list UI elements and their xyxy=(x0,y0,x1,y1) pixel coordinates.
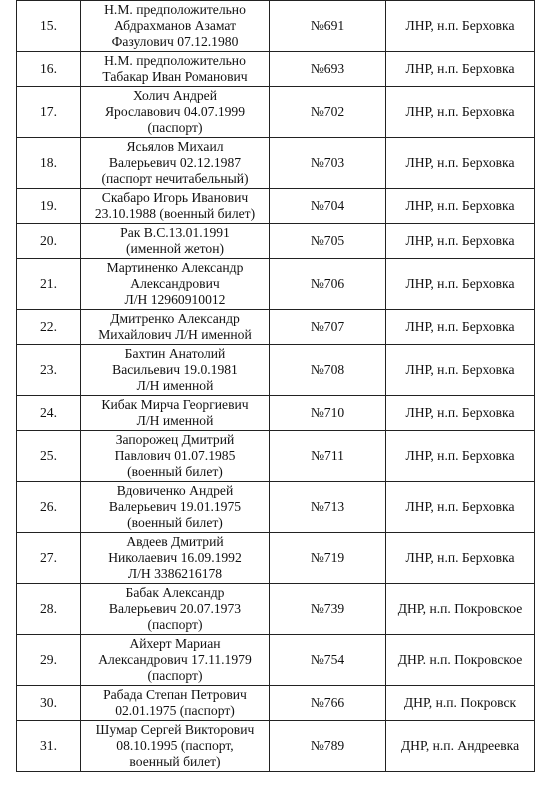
record-number-cell: №711 xyxy=(270,431,386,482)
record-number-cell: №703 xyxy=(270,138,386,189)
person-name-cell: Н.М. предположительно Табакар Иван Романович xyxy=(81,52,270,87)
table-row xyxy=(17,431,535,482)
person-name-cell: Шумар Сергей Викторович 08.10.1995 (паспорт, военный билет) xyxy=(81,721,270,772)
row-number: 25. xyxy=(17,431,81,482)
record-number-cell: №693 xyxy=(270,52,386,87)
table-row xyxy=(17,138,535,189)
location-cell: ЛНР, н.п. Берховка xyxy=(386,345,535,396)
records-table-body xyxy=(17,1,535,772)
location-cell: ЛНР, н.п. Берховка xyxy=(386,87,535,138)
location-cell: ДНР, н.п. Покровское xyxy=(386,584,535,635)
person-name-cell: Кибак Мирча Георгиевич Л/Н именной xyxy=(81,396,270,431)
table-row xyxy=(17,721,535,772)
record-number-cell: №706 xyxy=(270,259,386,310)
row-number: 31. xyxy=(17,721,81,772)
record-number-cell: №704 xyxy=(270,189,386,224)
records-table xyxy=(16,0,535,772)
record-number-cell: №707 xyxy=(270,310,386,345)
location-cell: ЛНР, н.п. Берховка xyxy=(386,1,535,52)
row-number: 20. xyxy=(17,224,81,259)
record-number-cell: №708 xyxy=(270,345,386,396)
location-cell: ЛНР, н.п. Берховка xyxy=(386,310,535,345)
row-number: 23. xyxy=(17,345,81,396)
record-number-cell: №710 xyxy=(270,396,386,431)
person-name-cell: Рак В.С.13.01.1991 (именной жетон) xyxy=(81,224,270,259)
location-cell: ДНР, н.п. Андреевка xyxy=(386,721,535,772)
person-name-cell: Бахтин Анатолий Васильевич 19.0.1981 Л/Н именной xyxy=(81,345,270,396)
location-cell: ЛНР, н.п. Берховка xyxy=(386,189,535,224)
record-number-cell: №739 xyxy=(270,584,386,635)
location-cell: ЛНР, н.п. Берховка xyxy=(386,138,535,189)
table-row xyxy=(17,87,535,138)
person-name-cell: Мартиненко Александр Александрович Л/Н 12960910012 xyxy=(81,259,270,310)
record-number-cell: №754 xyxy=(270,635,386,686)
location-cell: ЛНР, н.п. Берховка xyxy=(386,396,535,431)
row-number: 18. xyxy=(17,138,81,189)
person-name-cell: Вдовиченко Андрей Валерьевич 19.01.1975 (военный билет) xyxy=(81,482,270,533)
row-number: 17. xyxy=(17,87,81,138)
row-number: 27. xyxy=(17,533,81,584)
row-number: 30. xyxy=(17,686,81,721)
table-row xyxy=(17,1,535,52)
row-number: 29. xyxy=(17,635,81,686)
row-number: 16. xyxy=(17,52,81,87)
person-name-cell: Бабак Александр Валерьевич 20.07.1973 (паспорт) xyxy=(81,584,270,635)
location-cell: ЛНР, н.п. Берховка xyxy=(386,259,535,310)
record-number-cell: №705 xyxy=(270,224,386,259)
table-row xyxy=(17,482,535,533)
row-number: 22. xyxy=(17,310,81,345)
location-cell: ЛНР, н.п. Берховка xyxy=(386,431,535,482)
location-cell: ЛНР, н.п. Берховка xyxy=(386,52,535,87)
person-name-cell: Рабада Степан Петрович 02.01.1975 (паспорт) xyxy=(81,686,270,721)
table-row xyxy=(17,224,535,259)
table-row xyxy=(17,52,535,87)
row-number: 28. xyxy=(17,584,81,635)
table-row xyxy=(17,686,535,721)
table-row xyxy=(17,189,535,224)
record-number-cell: №766 xyxy=(270,686,386,721)
person-name-cell: Авдеев Дмитрий Николаевич 16.09.1992 Л/Н 3386216178 xyxy=(81,533,270,584)
record-number-cell: №713 xyxy=(270,482,386,533)
person-name-cell: Ясьялов Михаил Валерьевич 02.12.1987 (паспорт нечитабельный) xyxy=(81,138,270,189)
person-name-cell: Скабаро Игорь Иванович 23.10.1988 (военный билет) xyxy=(81,189,270,224)
record-number-cell: №789 xyxy=(270,721,386,772)
location-cell: ЛНР, н.п. Берховка xyxy=(386,482,535,533)
person-name-cell: Дмитренко Александр Михайлович Л/Н именной xyxy=(81,310,270,345)
person-name-cell: Холич Андрей Ярославович 04.07.1999 (паспорт) xyxy=(81,87,270,138)
table-row xyxy=(17,584,535,635)
row-number: 24. xyxy=(17,396,81,431)
table-row xyxy=(17,635,535,686)
table-row xyxy=(17,533,535,584)
person-name-cell: Айхерт Мариан Александрович 17.11.1979 (паспорт) xyxy=(81,635,270,686)
row-number: 21. xyxy=(17,259,81,310)
table-row xyxy=(17,396,535,431)
person-name-cell: Н.М. предположительно Абдрахманов Азамат Фазулович 07.12.1980 xyxy=(81,1,270,52)
record-number-cell: №702 xyxy=(270,87,386,138)
location-cell: ЛНР, н.п. Берховка xyxy=(386,224,535,259)
table-row xyxy=(17,310,535,345)
table-row xyxy=(17,345,535,396)
row-number: 15. xyxy=(17,1,81,52)
location-cell: ДНР. н.п. Покровское xyxy=(386,635,535,686)
table-row xyxy=(17,259,535,310)
location-cell: ЛНР, н.п. Берховка xyxy=(386,533,535,584)
row-number: 26. xyxy=(17,482,81,533)
record-number-cell: №691 xyxy=(270,1,386,52)
record-number-cell: №719 xyxy=(270,533,386,584)
location-cell: ДНР, н.п. Покровск xyxy=(386,686,535,721)
person-name-cell: Запорожец Дмитрий Павлович 01.07.1985 (военный билет) xyxy=(81,431,270,482)
row-number: 19. xyxy=(17,189,81,224)
